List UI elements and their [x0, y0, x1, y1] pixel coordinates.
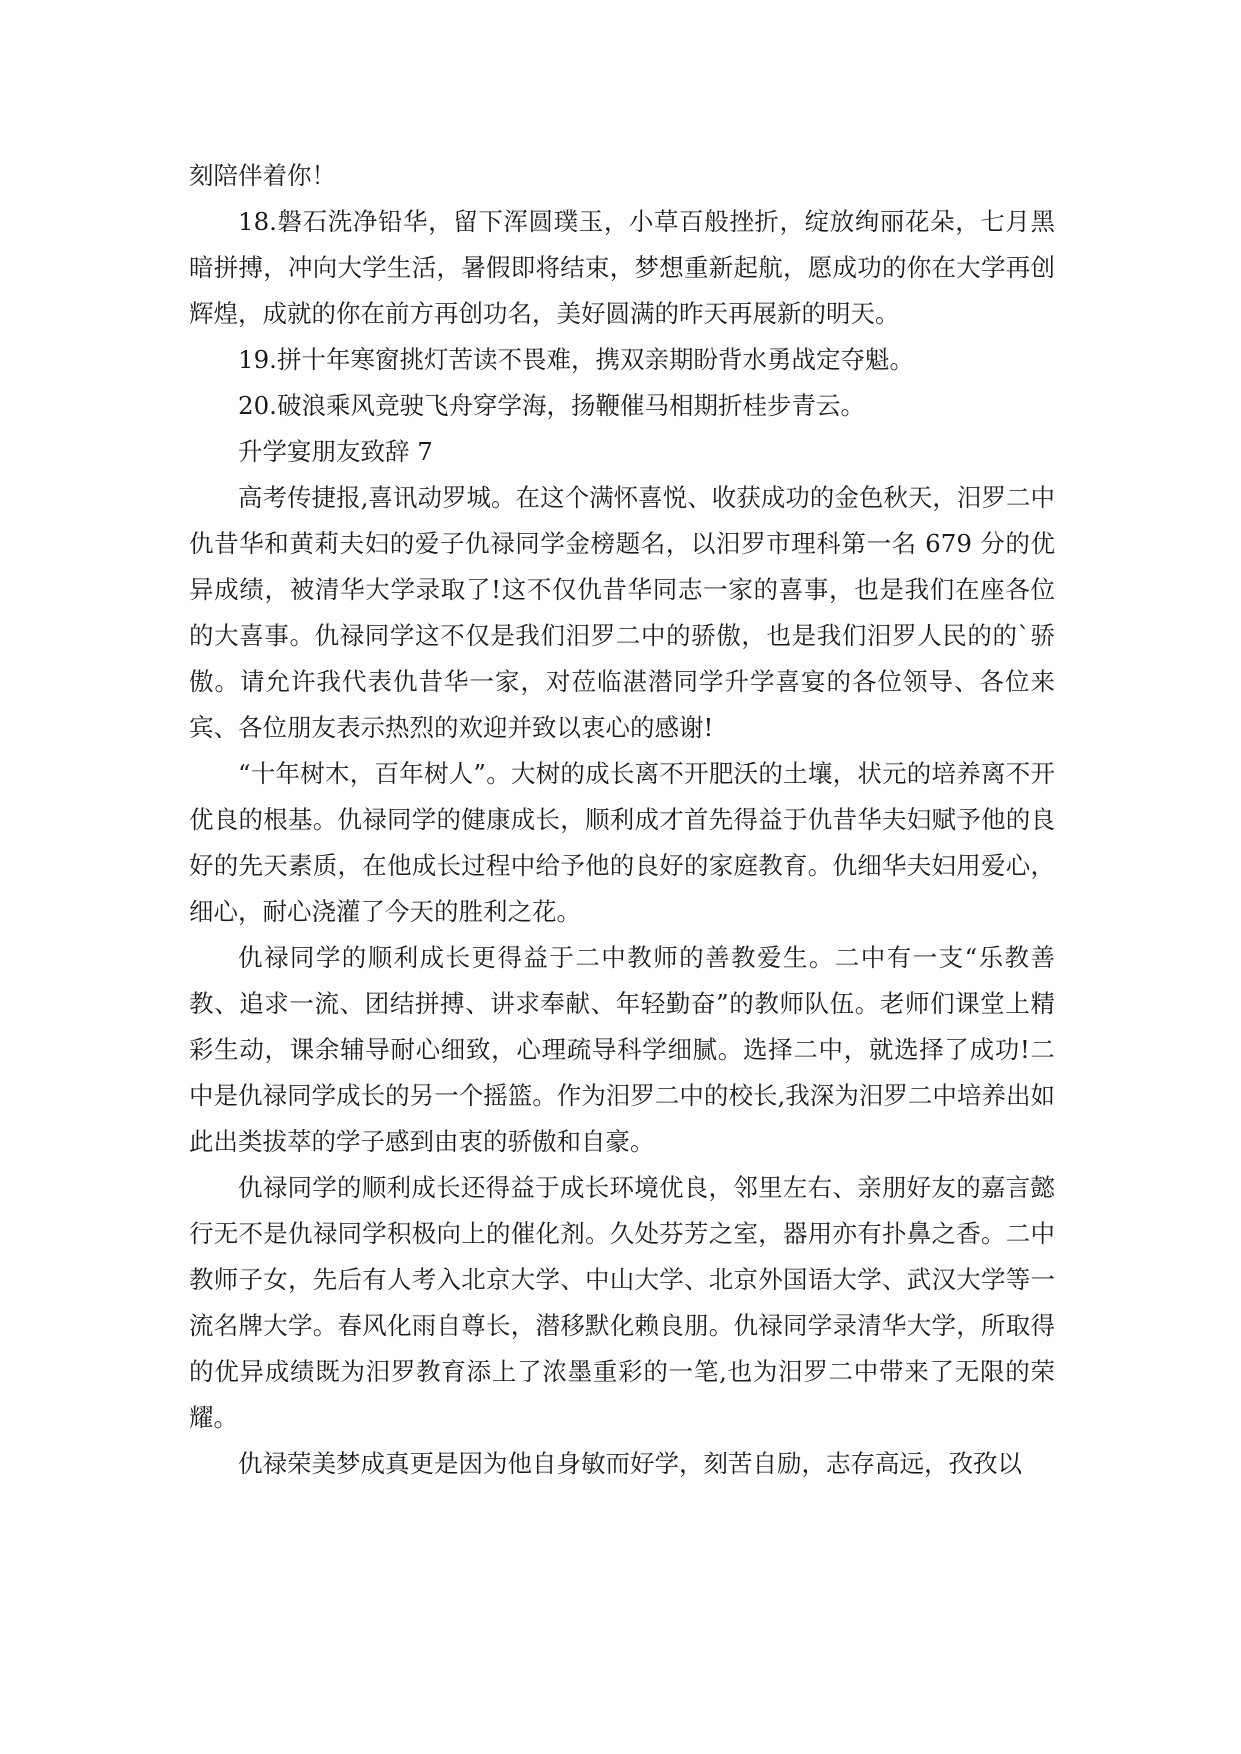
paragraph: 刻陪伴着你！: [189, 161, 336, 190]
paragraph: 高考传捷报,喜讯动罗城。在这个满怀喜悦、收获成功的金色秋天，汨罗二中仇昔华和黄莉夫妇的爱子仇禄同学金榜题名，以汨罗市理科第一名 679 分的优异成绩，被清华大学录取了!这不仅仇昔华同志一家的喜事，也是我们在座各位的大喜事。仇禄同学这不仅是我们汨罗二中的骄傲，也是我们汨罗人民的的`骄傲。请允许我代表仇昔华一家，对莅临湛潜同学升学喜宴的各位领导、各位来宾、各位朋友表示热烈的欢迎并致以衷心的感谢!: [189, 483, 1055, 742]
paragraph: 18.磐石洗净铅华，留下浑圆璞玉，小草百般挫折，绽放绚丽花朵，七月黑暗拼搏，冲向大学生活，暑假即将结束，梦想重新起航，愿成功的你在大学再创辉煌，成就的你在前方再创功名，美好圆满的昨天再展新的明天。: [189, 207, 1055, 328]
section-heading: 升学宴朋友致辞 7: [238, 437, 433, 466]
paragraph: 仇禄同学的顺利成长更得益于二中教师的善教爱生。二中有一支“乐教善教、追求一流、团结拼搏、讲求奉献、年轻勤奋”的教师队伍。老师们课堂上精彩生动，课余辅导耐心细致，心理疏导科学细腻。选择二中，就选择了成功!二中是仇禄同学成长的另一个摇篮。作为汨罗二中的校长,我深为汨罗二中培养出如此出类拔萃的学子感到由衷的骄傲和自豪。: [189, 943, 1055, 1156]
paragraph: 20.破浪乘风竞驶飞舟穿学海，扬鞭催马相期折桂步青云。: [238, 391, 865, 420]
paragraph: 仇禄同学的顺利成长还得益于成长环境优良，邻里左右、亲朋好友的嘉言懿行无不是仇禄同学积极向上的催化剂。久处芬芳之室，器用亦有扑鼻之香。二中教师子女，先后有人考入北京大学、中山大学、北京外国语大学、武汉大学等一流名牌大学。春风化雨自尊长，潜移默化赖良朋。仇禄同学录清华大学，所取得的优异成绩既为汨罗教育添上了浓墨重彩的一笔,也为汨罗二中带来了无限的荣耀。: [189, 1173, 1055, 1432]
paragraph: 仇禄荣美梦成真更是因为他自身敏而好学，刻苦自励，志存高远，孜孜以: [238, 1449, 1022, 1478]
paragraph: “十年树木，百年树人”。大树的成长离不开肥沃的土壤，状元的培养离不开优良的根基。仇禄同学的健康成长，顺利成才首先得益于仇昔华夫妇赋予他的良好的先天素质，在他成长过程中给予他的良好的家庭教育。仇细华夫妇用爱心，细心，耐心浇灌了今天的胜利之花。: [189, 759, 1055, 926]
document-body: [189, 153, 1055, 1487]
paragraph: 19.拼十年寒窗挑灯苦读不畏难，携双亲期盼背水勇战定夺魁。: [238, 345, 914, 374]
